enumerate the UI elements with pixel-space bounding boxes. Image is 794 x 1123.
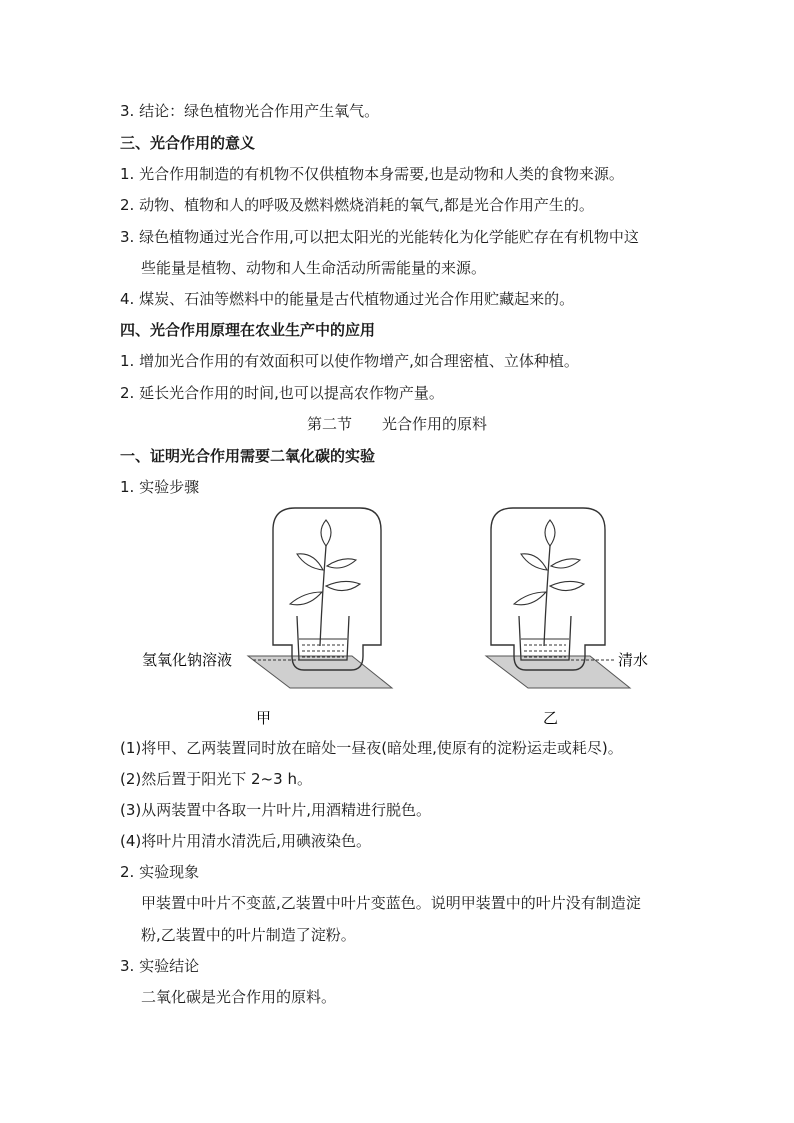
plant-stem-right — [544, 546, 550, 646]
experiment-figure — [130, 498, 670, 738]
step-4: (4)将叶片用清水清洗后,用碘液染色。 — [120, 832, 372, 850]
significance-item-2: 2. 动物、植物和人的呼吸及燃料燃烧消耗的氧气,都是光合作用产生的。 — [120, 196, 594, 214]
significance-item-4: 4. 煤炭、石油等燃料中的能量是古代植物通过光合作用贮藏起来的。 — [120, 290, 575, 308]
agriculture-item-1: 1. 增加光合作用的有效面积可以使作物增产,如合理密植、立体种植。 — [120, 352, 579, 370]
conclusion-text: 二氧化碳是光合作用的原料。 — [141, 988, 337, 1006]
conclusion-heading: 3. 实验结论 — [120, 957, 200, 975]
label-sodium-hydroxide: 氢氧化钠溶液 — [142, 651, 233, 669]
step-3: (3)从两装置中各取一片叶片,用酒精进行脱色。 — [120, 801, 432, 819]
phenomenon-heading: 2. 实验现象 — [120, 863, 200, 881]
section-title: 第二节 光合作用的原料 — [306, 415, 487, 433]
setup-left — [248, 508, 392, 727]
experiment-diagram — [130, 498, 670, 738]
beaker-left — [297, 616, 349, 660]
section-heading-co2-experiment: 一、证明光合作用需要二氧化碳的实验 — [120, 447, 376, 465]
section-heading-significance: 三、光合作用的意义 — [120, 134, 256, 152]
significance-item-1: 1. 光合作用制造的有机物不仅供植物本身需要,也是动物和人类的食物来源。 — [120, 165, 624, 183]
setup-right — [486, 508, 630, 727]
plant-stem-left — [320, 546, 326, 646]
platform-left — [248, 656, 392, 688]
significance-item-3-continued: 些能量是植物、动物和人生命活动所需能量的来源。 — [141, 259, 487, 277]
experiment-steps-heading: 1. 实验步骤 — [120, 478, 200, 496]
platform-right — [486, 656, 630, 688]
setup-label-jia: 甲 — [256, 709, 272, 727]
phenomenon-text: 甲装置中叶片不变蓝,乙装置中叶片变蓝色。说明甲装置中的叶片没有制造淀 — [141, 894, 641, 912]
significance-item-3: 3. 绿色植物通过光合作用,可以把太阳光的光能转化为化学能贮存在有机物中这 — [120, 228, 639, 246]
phenomenon-text-continued: 粉,乙装置中的叶片制造了淀粉。 — [141, 926, 356, 944]
label-clear-water: 清水 — [618, 651, 649, 669]
step-2: (2)然后置于阳光下 2~3 h。 — [120, 770, 312, 788]
leaf-left-top — [321, 520, 331, 546]
section-heading-agriculture: 四、光合作用原理在农业生产中的应用 — [120, 321, 376, 339]
step-1: (1)将甲、乙两装置同时放在暗处一昼夜(暗处理,使原有的淀粉运走或耗尽)。 — [120, 739, 623, 757]
leaf-right-top — [545, 520, 555, 546]
agriculture-item-2: 2. 延长光合作用的时间,也可以提高农作物产量。 — [120, 384, 444, 402]
conclusion-oxygen: 3. 结论：绿色植物光合作用产生氧气。 — [120, 102, 380, 120]
setup-label-yi: 乙 — [543, 709, 559, 727]
